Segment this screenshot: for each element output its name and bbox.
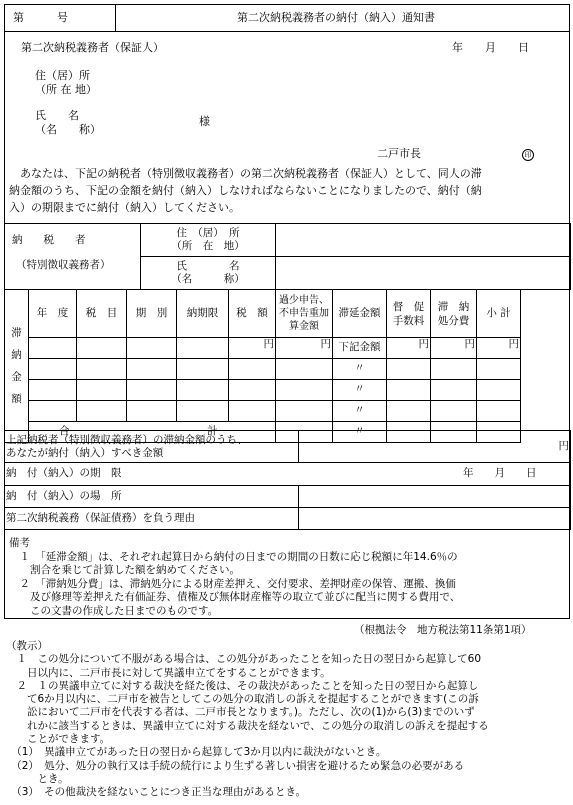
taxpayer-address-field bbox=[276, 224, 571, 257]
table-row: 〃 bbox=[5, 359, 571, 380]
ka-label: 下記金額 bbox=[333, 338, 387, 359]
taxpayer-label: 納 税 者 bbox=[12, 234, 86, 246]
col-dunning-fee: 督 促 手数料 bbox=[387, 290, 431, 338]
address-label-sub: （所 在 地） bbox=[35, 83, 97, 96]
taxpayer-table: 納 税 者 （特別徴収義務者） 住 （居） 所 （所 在 地） 氏 名 （名 称） bbox=[4, 223, 571, 290]
payment-place-label: 納 付（納入）の場 所 bbox=[5, 486, 299, 508]
arrears-side-label: 滞 納 金 額 bbox=[5, 290, 29, 443]
col-subtotal: 小 計 bbox=[477, 290, 521, 338]
address-label: 住（居）所 bbox=[35, 69, 90, 82]
taxpayer-name-field bbox=[276, 257, 571, 290]
remarks-heading: 備考 bbox=[9, 537, 30, 549]
divider bbox=[115, 5, 116, 31]
addressee-heading: 第二次納税義務者（保証人） bbox=[21, 41, 164, 54]
table-row: 〃 bbox=[5, 401, 571, 422]
col-disposal-fee: 滞 納 処分費 bbox=[431, 290, 477, 338]
payable-amount-label: 上記納税者（特別徴収義務者）の滞納金額のうち、 bbox=[6, 433, 248, 446]
payable-amount-field: 円 bbox=[299, 431, 571, 463]
table-row: 円 円 下記金額 円 円 円 bbox=[5, 338, 571, 359]
taxpayer-name-label: 氏 名 bbox=[176, 260, 240, 272]
arrears-table bbox=[4, 289, 571, 443]
issue-date: 年 月 日 bbox=[452, 41, 529, 54]
col-tax-item: 税 目 bbox=[77, 290, 127, 338]
name-label: 氏 名 bbox=[35, 109, 79, 122]
seal-icon: 印 bbox=[522, 149, 534, 161]
col-delay-amount: 滞延金額 bbox=[333, 290, 387, 338]
col-tax-amount: 税 額 bbox=[229, 290, 276, 338]
col-year: 年 度 bbox=[29, 290, 77, 338]
name-label-sub: （名 称） bbox=[35, 123, 101, 136]
due-date-field: 年 月 日 bbox=[463, 467, 537, 479]
liability-reason-field bbox=[299, 508, 571, 530]
honorific: 様 bbox=[199, 115, 210, 128]
payment-place-field bbox=[299, 486, 571, 508]
taxpayer-label-sub: （特別徴収義務者） bbox=[16, 259, 111, 272]
taxpayer-address-label: 住 （居） 所 bbox=[176, 227, 240, 239]
document-title: 第二次納税義務者の納付（納入）通知書 bbox=[237, 11, 435, 24]
due-date-label: 納 付（納入）の期 限 bbox=[6, 467, 122, 480]
instructions-heading: （教示） bbox=[6, 640, 48, 652]
table-row: 〃 bbox=[5, 380, 571, 401]
remarks: 備考 １ 「延滞金額」は、それぞれ起算日から納付の日までの期間の日数に応じ税額に年14.6％の 割合を乗じて計算した額を納めてください。 ２ 「滞納処分費」は、滞納処分による財産差押え、交付要求、差押財産の保管、運搬、換価 及び修理等差押えた有価証券、債権及び無体財産権等の取立て並びに配当に関する費用で、 この文書の作成した日までのものです。 bbox=[9, 537, 565, 618]
issuer: 二戸市長 bbox=[377, 147, 421, 160]
col-penalty: 過少申告、 不申告重加 算金額 bbox=[276, 290, 333, 338]
number-label: 第 号 bbox=[13, 11, 68, 24]
legal-basis: （根拠法令 地方税法第11条第1項） bbox=[354, 624, 532, 636]
intro-text: あなたは、下記の納税者（特別徴収義務者）の第二次納税義務者（保証人）として、同人の滞 納金額のうち、下記の金額を納付（納入）しなければならないことになりましたので、納付（納 入）の期限までに納付（納入）してください。 bbox=[9, 167, 482, 214]
col-period: 期 別 bbox=[127, 290, 177, 338]
col-due-date: 納期限 bbox=[177, 290, 229, 338]
liability-reason-label: 第二次納税義務（保証債務）を負う理由 bbox=[5, 508, 299, 530]
summary-table: 上記納税者（特別徴収義務者）の滞納金額のうち、 あなたが納付（納入）すべき金額 円 納 付（納入）の期 限 年 月 日 納 付（納入）の場 所 第二次納税義務（保証債務）を負う理由 bbox=[4, 430, 571, 530]
form-frame bbox=[4, 4, 570, 619]
divider bbox=[5, 31, 569, 32]
instructions: （教示） １ この処分について不服がある場合は、この処分があったことを知った日の翌日から起算して60 日以内に、二戸市長に対して異議申立てをすることができます。 ２ １の異議申立てに対する裁決を経た後は、その裁決があったことを知った日の翌日から起算し て6か月以内に、二戸市を被告としてこの処分の取消しの訴えを提起することができます(この訴 訟において二戸市を代表する者は、二戸市長となります。)。ただし、次の(1)から(3)までのいず れかに該当するときは、異議申立てに対する裁決を経ないで、この処分の取消しの訴えを提起する ことができます。 （1） 異議申立てがあった日の翌日から起算して3か月以内に裁決がないとき。 （2） 処分、処分の執行又は手続の続行により生ずる著しい損害を避けるため緊急の必要がある とき。 （3） その他裁決を経ないことにつき正当な理由があるとき。 bbox=[6, 640, 570, 800]
total-row: 合 計 〃 bbox=[5, 422, 571, 443]
